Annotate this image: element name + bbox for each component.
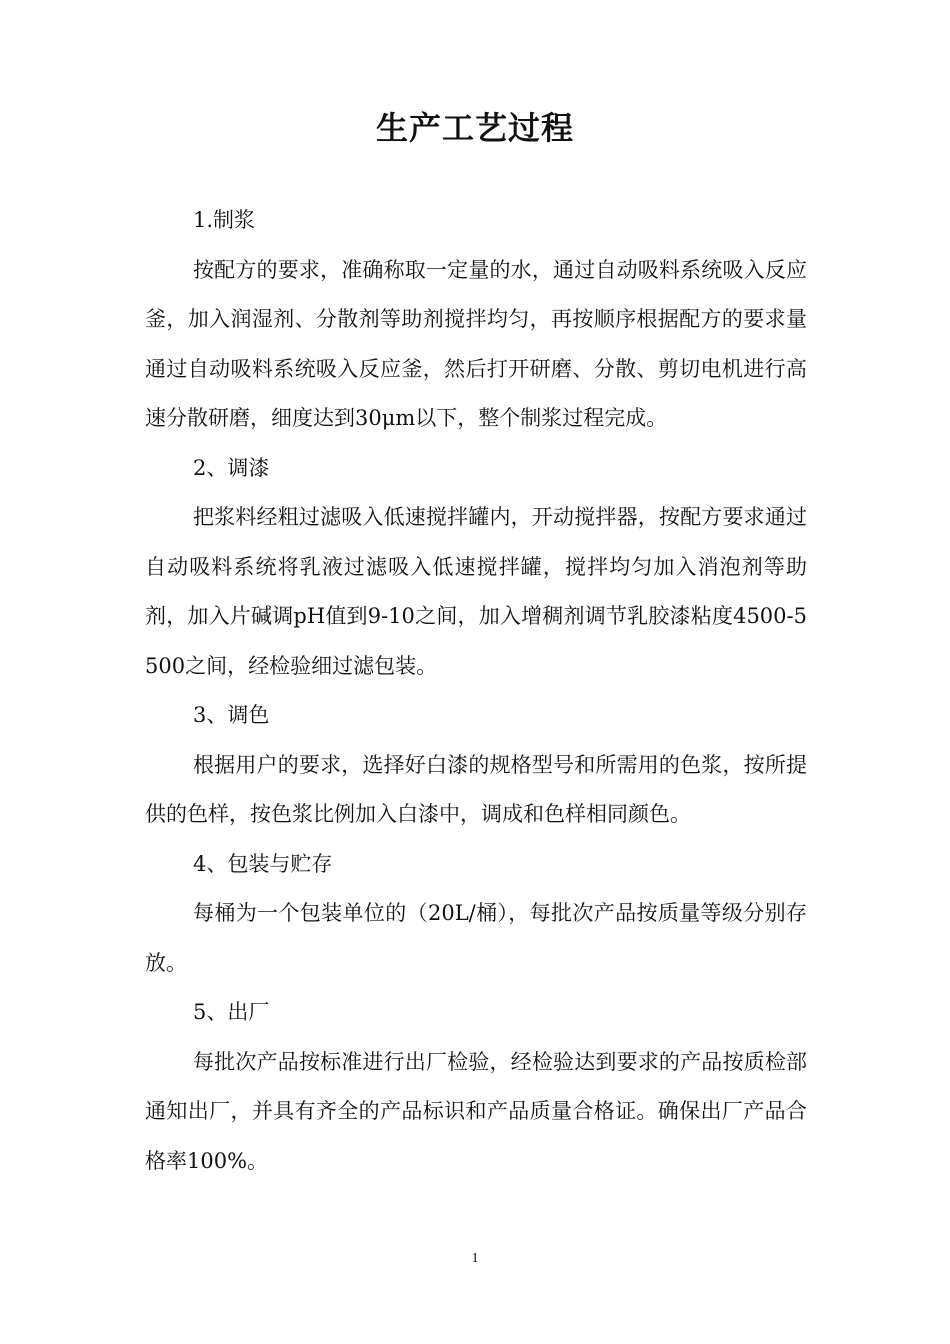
section-heading: 5、出厂 [193,1000,270,1024]
section-heading: 4、包装与贮存 [193,851,333,876]
section-heading: 1.制浆 [193,208,256,232]
section-pulping [145,196,807,444]
page-number: 1 [471,1251,479,1266]
section-body: 每批次产品按标准进行出厂检验，经检验达到要求的产品按质检部通知出厂，并具有齐全的产品标识和产品质量合格证。确保出厂产品合格率100%。 [145,1049,807,1173]
section-heading: 3、调色 [193,703,270,727]
section-factory-release [145,988,807,1186]
document-title: 生产工艺过程 [375,109,574,147]
section-heading: 2、调漆 [193,455,270,480]
section-body: 每桶为一个包装单位的（20L/桶），每批次产品按质量等级分别存放。 [145,901,807,975]
document-content [145,196,807,1186]
section-paint-mixing [145,444,807,692]
section-body: 按配方的要求，准确称取一定量的水，通过自动吸料系统吸入反应釜，加入润湿剂、分散剂等助剂搅拌均匀，再按顺序根据配方的要求量通过自动吸料系统吸入反应釜，然后打开研磨、分散、剪切电机进行高速分散研磨，细度达到30μm以下，整个制浆过程完成。 [145,257,807,430]
section-body: 把浆料经粗过滤吸入低速搅拌罐内，开动搅拌器，按配方要求通过自动吸料系统将乳液过滤吸入低速搅拌罐，搅拌均匀加入消泡剂等助剂，加入片碱调pH值到9-10之间，加入增稠剂调节乳胶漆粘度4500-5500之间，经检验细过滤包装。 [145,505,807,678]
section-packaging-storage [145,840,807,989]
section-body: 根据用户的要求，选择好白漆的规格型号和所需用的色浆，按所提供的色样，按色浆比例加入白漆中，调成和色样相同颜色。 [145,752,807,826]
section-color-matching [145,691,807,840]
